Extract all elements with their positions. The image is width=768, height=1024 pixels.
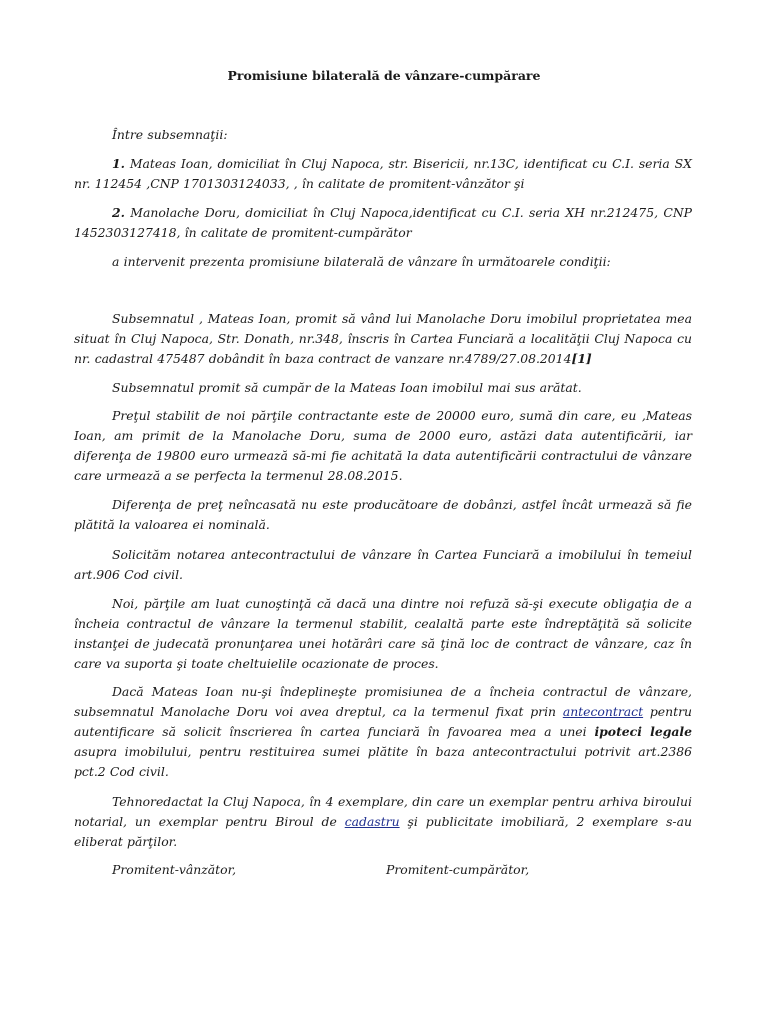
mortgage-text-3: asupra imobilului, pentru restituirea sumei plătite în baza antecontractului potrivit art.2386 pct.2 Cod civil.: [74, 744, 692, 779]
paragraph-buy-promise: Subsemnatul promit să cumpăr de la Mateas Ioan imobilul mai sus arătat.: [112, 380, 582, 395]
paragraph-obligations: Noi, părţile am luat cunoştinţă că dacă una dintre noi refuză să-şi execute obligaţia de a încheia contractul de vânzare la termenul stabilit, cealaltă parte este îndreptăţită să solicite instanţei de judecată pronunţarea unei hotărâri care să ţină loc de contract de vânzare, caz în care va suporta şi toate cheltuielile ocazionate de proces.: [74, 596, 692, 671]
seller-signature-label: Promitent-vânzător,: [112, 862, 237, 877]
cadastru-link[interactable]: cadastru: [344, 814, 400, 829]
legal-mortgage-term: ipoteci legale: [594, 724, 693, 739]
paragraph-price: Preţul stabilit de noi părţile contractante este de 20000 euro, sumă din care, eu ,Mateas Ioan, am primit de la Manolache Doru, suma de 2000 euro, astăzi data autentificării, iar diferenţa de 19800 euro urmează să-mi fie achitată la data autentificării contractului de vânzare care urmează a se perfecta la termenul 28.08.2015.: [74, 408, 692, 483]
document-title: Promisiune bilaterală de vânzare-cumpărare: [227, 68, 541, 83]
paragraph-land-registry: Solicităm notarea antecontractului de vânzare în Cartea Funciară a imobilului în temeiul art.906 Cod civil.: [74, 547, 692, 582]
party-1-text: Mateas Ioan, domiciliat în Cluj Napoca, str. Bisericii, nr.13C, identificat cu C.I. seria SX nr. 112454 ,CNP 1701303124033, , în calitate de promitent-vânzător şi: [74, 156, 692, 191]
party-2-text: Manolache Doru, domiciliat în Cluj Napoca,identificat cu C.I. seria XH nr.212475, CNP 1452303127418, în calitate de promitent-cumpărător: [74, 205, 692, 240]
party-1-number: 1.: [112, 156, 125, 171]
intro-line: Între subsemnaţii:: [112, 127, 228, 142]
paragraph-sale-promise: [74, 309, 692, 369]
mortgage-text-2: pentru autentificare să solicit înscrierea în cartea funciară în favoarea mea a unei: [74, 704, 692, 739]
paragraph-drafted: [74, 792, 692, 852]
paragraph-mortgage: [74, 682, 692, 782]
agreement-intro: a intervenit prezenta promisiune bilaterală de vânzare în următoarele condiţii:: [112, 254, 611, 269]
party-1-paragraph: [74, 154, 692, 194]
footnote-reference[interactable]: [1]: [571, 351, 592, 366]
sale-promise-text: Subsemnatul , Mateas Ioan, promit să vând lui Manolache Doru imobilul proprietatea mea situat în Cluj Napoca, Str. Donath, nr.348, înscris în Cartea Funciară a localităţii Cluj Napoca cu nr. cadastral 475487 dobândit în baza contract de vanzare nr.4789/27.08.2014: [74, 311, 692, 366]
drafted-text-2: şi publicitate imobiliară, 2 exemplare s-au eliberat părţilor.: [74, 814, 692, 849]
party-2-number: 2.: [112, 205, 125, 220]
antecontract-link[interactable]: antecontract: [562, 704, 644, 719]
buyer-signature-label: Promitent-cumpărător,: [386, 862, 530, 877]
mortgage-text-1: Dacă Mateas Ioan nu-şi îndeplineşte promisiunea de a încheia contractul de vânzare, subsemnatul Manolache Doru voi avea dreptul, ca la termenul fixat prin: [74, 684, 692, 719]
paragraph-interest: Diferenţa de preţ neîncasată nu este producătoare de dobânzi, astfel încât urmează să fie plătită la valoarea ei nominală.: [74, 497, 692, 532]
party-2-paragraph: [74, 203, 692, 243]
drafted-text-1: Tehnoredactat la Cluj Napoca, în 4 exemplare, din care un exemplar pentru arhiva biroului notarial, un exemplar pentru Biroul de: [74, 794, 692, 829]
